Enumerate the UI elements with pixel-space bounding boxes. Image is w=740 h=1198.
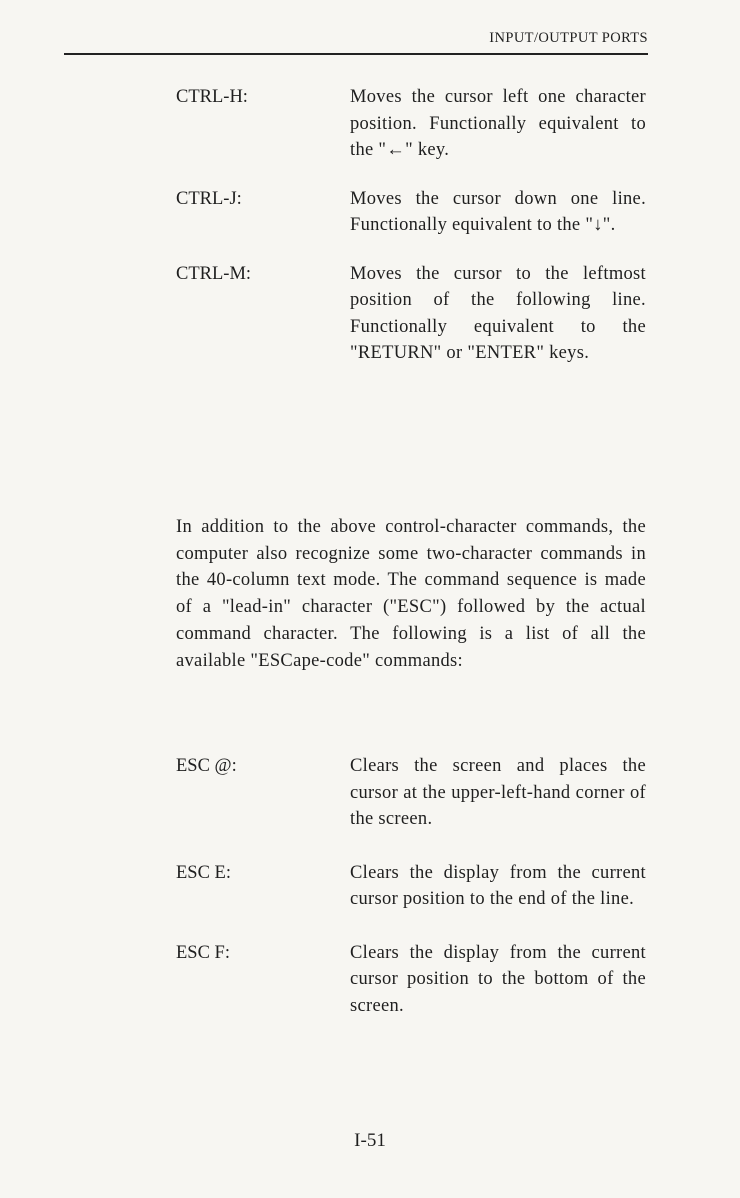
command-description: Moves the cursor down one line. Functionally equivalent to the "↓". — [350, 188, 646, 235]
page-number: I-51 — [354, 1130, 386, 1151]
command-key: ESC F: — [176, 942, 230, 963]
body-paragraph: In addition to the above control-character commands, the computer also recognize some two-character commands in the 40-column text mode. The command sequence is made of a "lead-in" character ("ESC") followed by the actual command character. The following is a list of all the available "ESCape-code" commands: — [176, 517, 646, 671]
command-key: CTRL-M: — [176, 263, 252, 284]
list-item — [176, 261, 646, 367]
command-description: Clears the display from the current cursor position to the bottom of the screen. — [350, 942, 646, 1016]
command-key: ESC E: — [176, 862, 231, 883]
page-header: INPUT/OUTPUT PORTS — [64, 30, 648, 55]
command-description: Moves the cursor left one character position. Functionally equivalent to the "←" key. — [350, 87, 646, 160]
list-item — [176, 186, 646, 239]
command-key: CTRL-H: — [176, 87, 248, 107]
control-char-list — [176, 84, 646, 389]
command-description: Moves the cursor to the leftmost position of the following line. Functionally equivalent to the "RETURN" or "ENTER" keys. — [350, 263, 646, 363]
list-item — [176, 753, 646, 833]
command-description: Clears the display from the current cursor position to the end of the line. — [350, 862, 646, 909]
command-key: CTRL-J: — [176, 188, 242, 209]
command-description: Clears the screen and places the cursor at the upper-left-hand corner of the screen. — [350, 756, 646, 829]
list-item — [176, 84, 646, 164]
list-item — [176, 940, 646, 1020]
command-key: ESC @: — [176, 756, 237, 776]
escape-code-list — [176, 753, 646, 1019]
list-item — [176, 860, 646, 913]
